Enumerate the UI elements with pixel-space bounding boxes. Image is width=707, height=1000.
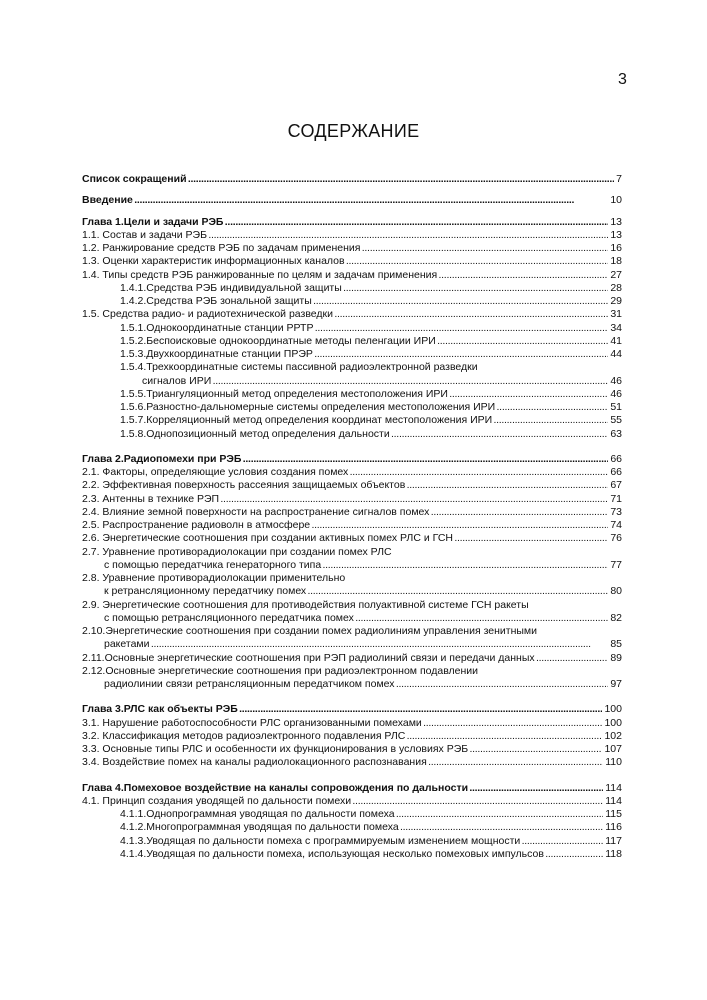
toc-entry-page: 89 [610, 651, 622, 664]
toc-entry-page: 10 [610, 194, 622, 207]
toc-entry-page: 110 [605, 756, 622, 769]
toc-entry-page: 66 [610, 452, 622, 465]
toc-entry-title: 2.5. Распространение радиоволн в атмосфере . . . [82, 519, 622, 532]
toc-entry [82, 559, 622, 572]
toc-entry-page: 46 [610, 387, 622, 400]
toc-entry-title: 2.9. Энергетические соотношения для противодействия полуактивной системе ГСН ракеты [82, 599, 622, 612]
toc-entry [82, 242, 622, 255]
toc-entry [82, 428, 622, 441]
toc-entry [82, 821, 622, 834]
toc-entry-title: 1.2. Ранжирование средств РЭБ по задачам применения . . . [82, 242, 622, 255]
toc-entry-title: Глава 3.РЛС как объекты РЭБ . . . [82, 703, 622, 716]
toc-entry-page: 7 [616, 173, 622, 185]
toc-entry [82, 665, 622, 678]
toc-chapter-entry [82, 703, 622, 716]
toc-entry-page: 13 [610, 228, 622, 241]
toc-entry-page: 29 [610, 295, 622, 307]
toc-entry-title: Список сокращений . . . [82, 173, 622, 186]
toc-chapter-entry [82, 194, 622, 207]
toc-entry-page: 71 [610, 492, 622, 505]
toc-entry-title: 1.5.2.Беспоисковые однокоординатные методы пеленгации ИРИ . . . [120, 335, 622, 348]
toc-spacer [82, 691, 622, 703]
toc-entry-title: 2.7. Уравнение противорадиолокации при создании помех РЛС [82, 546, 622, 559]
toc-entry-title: сигналов ИРИ . . . [142, 375, 622, 388]
toc-entry [82, 229, 622, 242]
toc-entry [82, 717, 622, 730]
toc-entry-title: с помощью передатчика генераторного типа . . . [104, 559, 622, 572]
toc-entry [82, 388, 622, 401]
toc-entry-page: 63 [610, 427, 622, 440]
toc-entry-title: радиолинии связи ретрансляционным передатчиком помех . . . [104, 678, 622, 691]
toc-entry [82, 572, 622, 585]
toc-entry-title: 4.1.3.Уводящая по дальности помеха с программируемым изменением мощности . . . [120, 835, 622, 848]
toc-entry-title: с помощью ретрансляционного передатчика помех . . . [104, 612, 622, 625]
toc-entry-page: 82 [610, 611, 622, 624]
toc-entry-page: 100 [604, 703, 622, 716]
toc-entry-page: 73 [610, 505, 622, 518]
toc-entry-title: 4.1.2.Многопрограммная уводящая по дальности помеха . . . [120, 821, 622, 834]
toc-entry-page: 51 [610, 401, 622, 413]
toc-entry-page: 74 [610, 519, 622, 531]
toc-entry-title: 1.5.1.Однокоординатные станции РРТР . . . [120, 322, 622, 335]
toc-entry-title: 3.4. Воздействие помех на каналы радиолокационного распознавания . . . [82, 756, 622, 769]
toc-entry-title: 1.3. Оценки характеристик информационных каналов . . . [82, 255, 622, 268]
toc-entry-title: 1.4.1.Средства РЭБ индивидуальной защиты . . . [120, 282, 622, 295]
toc-entry-title: 4.1. Принцип создания уводящей по дальности помехи . . . [82, 795, 622, 808]
toc-entry [82, 546, 622, 559]
toc-entry-title: 3.3. Основные типы РЛС и особенности их функционирования в условиях РЭБ . . . [82, 743, 622, 756]
toc-entry-page: 115 [605, 808, 622, 820]
toc-entry-page: 114 [605, 794, 622, 807]
toc-entry-title: 2.6. Энергетические соотношения при создании активных помех РЛС и ГСН . . . [82, 532, 622, 545]
toc-entry-title: 1.5.4.Трехкоординатные системы пассивной радиоэлектронной разведки [120, 361, 622, 374]
toc-entry [82, 479, 622, 492]
toc-entry-title: 2.12.Основные энергетические соотношения при радиоэлектронном подавлении [82, 665, 622, 678]
toc-entry-title: 2.8. Уравнение противорадиолокации применительно [82, 572, 622, 585]
toc-entry-title: 1.1. Состав и задачи РЭБ . . . [82, 229, 622, 242]
toc-entry-page: 46 [610, 374, 622, 387]
toc-entry-title: 1.5.7.Корреляционный метод определения координат местоположения ИРИ . . . [120, 414, 622, 427]
toc-entry [82, 652, 622, 665]
toc-entry-title: 1.4.2.Средства РЭБ зональной защиты . . . [120, 295, 622, 308]
toc-chapter-entry [82, 453, 622, 466]
toc-entry-page: 77 [610, 558, 622, 571]
toc-entry [82, 308, 622, 321]
toc-entry-title: 3.1. Нарушение работоспособности РЛС организованными помехами . . . [82, 717, 622, 730]
toc-entry-page: 80 [610, 585, 622, 598]
toc-entry [82, 795, 622, 808]
toc-entry [82, 625, 622, 638]
toc-entry [82, 599, 622, 612]
toc-entry [82, 519, 622, 532]
toc-entry-title: 2.11.Основные энергетические соотношения при РЭП радиолиний связи и передачи данных . . . [82, 652, 622, 665]
toc-entry-title: 4.1.4.Уводящая по дальности помеха, использующая несколько помеховых импульсов . . . [120, 848, 622, 861]
toc-entry-title: 2.4. Влияние земной поверхности на распространение сигналов помех . . . [82, 506, 622, 519]
toc-entry-title: 4.1.1.Однопрограммная уводящая по дальности помеха . . . [120, 808, 622, 821]
toc-entry-page: 66 [610, 466, 622, 478]
toc-entry-page: 41 [610, 334, 622, 347]
toc-entry-page: 117 [605, 834, 622, 847]
toc-entry-page: 34 [610, 321, 622, 334]
toc-chapter-entry [82, 782, 622, 795]
toc-entry-title: 2.10.Энергетические соотношения при создании помех радиолиниям управления зенитными [82, 625, 622, 638]
toc-entry [82, 638, 622, 651]
toc-entry [82, 466, 622, 479]
toc-entry-title: 1.5.6.Разностно-дальномерные системы определения местоположения ИРИ . . . [120, 401, 622, 414]
toc-entry-title: Глава 4.Помеховое воздействие на каналы сопровождения по дальности . . . [82, 782, 622, 795]
toc-entry-page: 13 [610, 215, 622, 228]
toc-entry [82, 612, 622, 625]
toc-entry [82, 361, 622, 374]
toc-entry [82, 532, 622, 545]
toc-entry-title: 1.5.5.Триангуляционный метод определения местоположения ИРИ . . . [120, 388, 622, 401]
toc-entry-page: 100 [604, 716, 622, 729]
toc-entry-title: 1.4. Типы средств РЭБ ранжированные по целям и задачам применения . . . [82, 269, 622, 282]
toc-entry [82, 835, 622, 848]
toc-entry-page: 116 [605, 821, 622, 834]
table-of-contents [82, 173, 622, 861]
toc-spacer [82, 208, 622, 216]
toc-entry-page: 114 [605, 781, 622, 794]
toc-entry-title: 2.1. Факторы, определяющие условия создания помех . . . [82, 466, 622, 479]
toc-entry [82, 743, 622, 756]
toc-entry-title: Глава 2.Радиопомехи при РЭБ . . . [82, 453, 622, 466]
toc-entry-title: 1.5.3.Двухкоординатные станции ПРЭР . . . [120, 348, 622, 361]
toc-entry-page: 27 [610, 268, 622, 281]
toc-entry [82, 335, 622, 348]
toc-entry-title: 3.2. Классификация методов радиоэлектронного подавления РЛС . . . [82, 730, 622, 743]
toc-entry-page: 18 [610, 255, 622, 268]
toc-entry [82, 493, 622, 506]
toc-entry-page: 107 [604, 743, 622, 755]
toc-entry-page: 76 [610, 532, 622, 545]
toc-entry [82, 269, 622, 282]
toc-entry-page: 67 [610, 479, 622, 492]
toc-entry [82, 730, 622, 743]
page-number: 3 [618, 71, 627, 88]
toc-entry [82, 585, 622, 598]
toc-entry [82, 322, 622, 335]
toc-spacer [82, 186, 622, 194]
toc-entry-title: 1.5. Средства радио- и радиотехнической разведки . . . [82, 308, 622, 321]
toc-entry-title: Глава 1.Цели и задачи РЭБ . . . [82, 216, 622, 229]
toc-entry-title: 2.3. Антенны в технике РЭП . . . [82, 493, 622, 506]
toc-entry [82, 375, 622, 388]
toc-entry-page: 28 [610, 281, 622, 294]
toc-entry-page: 44 [610, 348, 622, 360]
toc-chapter-entry [82, 216, 622, 229]
toc-entry-page: 118 [605, 847, 622, 860]
toc-entry-page: 55 [610, 414, 622, 427]
toc-entry [82, 414, 622, 427]
toc-chapter-entry [82, 173, 622, 186]
toc-entry [82, 848, 622, 861]
toc-entry [82, 678, 622, 691]
toc-entry [82, 348, 622, 361]
toc-spacer [82, 441, 622, 453]
page-title: СОДЕРЖАНИЕ [287, 121, 420, 141]
toc-entry [82, 282, 622, 295]
toc-entry-page: 16 [610, 242, 622, 254]
toc-entry-page: 85 [610, 638, 622, 651]
toc-spacer [82, 770, 622, 782]
toc-entry-page: 97 [610, 678, 622, 690]
toc-entry-title: ракетами . . . [104, 638, 622, 651]
toc-entry-title: 2.2. Эффективная поверхность рассеяния защищаемых объектов . . . [82, 479, 622, 492]
toc-entry-page: 102 [604, 729, 622, 742]
toc-entry [82, 506, 622, 519]
toc-entry-title: 1.5.8.Однопозиционный метод определения дальности . . . [120, 428, 622, 441]
toc-entry [82, 401, 622, 414]
toc-entry-title: к ретрансляционному передатчику помех . . . [104, 585, 622, 598]
toc-entry [82, 255, 622, 268]
toc-entry [82, 295, 622, 308]
toc-entry [82, 808, 622, 821]
toc-entry-title: Введение . . . [82, 194, 622, 207]
toc-entry [82, 756, 622, 769]
toc-entry-page: 31 [610, 308, 622, 321]
